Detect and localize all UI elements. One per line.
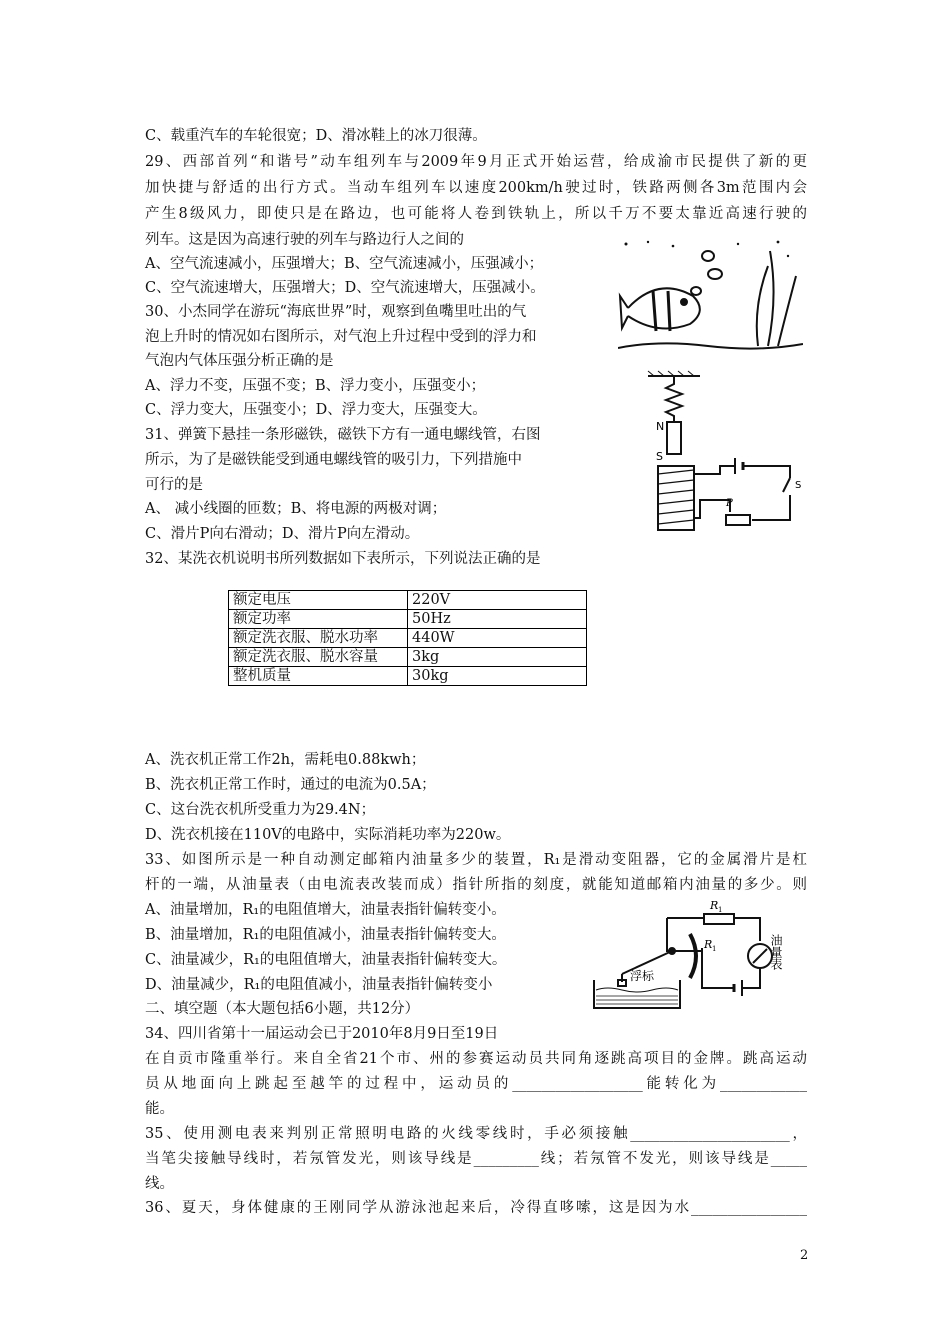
q33-option: C、油量减少，R₁的电阻值增大，油量表指针偏转变大。 bbox=[145, 952, 507, 968]
table-cell: 额定功率 bbox=[229, 610, 408, 629]
q32-option: B、洗衣机正常工作时，通过的电流为0.5A； bbox=[145, 777, 436, 793]
table-cell: 整机质量 bbox=[229, 667, 408, 686]
q34-text: 员从地面向上跳起至越竿的过程中，运动员的__________________能转化为____________ bbox=[145, 1076, 807, 1092]
q29-text: 加快捷与舒适的出行方式。当动车组列车以速度200km/h驶过时，铁路两侧各3m范围内会 bbox=[145, 180, 807, 196]
q35-text: 当笔尖接触导线时，若氖管发光，则该导线是_________线；若氖管不发光，则该导线是_____ bbox=[145, 1151, 807, 1167]
washing-machine-spec-table bbox=[228, 590, 587, 686]
table-row bbox=[229, 610, 587, 629]
fish-bubbles-figure bbox=[618, 236, 803, 356]
table-cell: 额定电压 bbox=[229, 591, 408, 610]
q31-option: A、 减小线圈的匝数；B、将电源的两极对调； bbox=[145, 501, 447, 517]
q31-text: 可行的是 bbox=[145, 477, 203, 493]
table-row bbox=[229, 648, 587, 667]
fuel-meter-label: 油量表 bbox=[769, 934, 783, 970]
table-cell: 额定洗衣服、脱水功率 bbox=[229, 629, 408, 648]
section-heading: 二、填空题（本大题包括6小题，共12分） bbox=[145, 1001, 420, 1017]
fuel-gauge-circuit-figure bbox=[592, 896, 802, 1012]
r1-subscript: 1 bbox=[718, 906, 723, 914]
q31-option: C、滑片P向右滑动；D、滑片P向左滑动。 bbox=[145, 526, 420, 542]
float-label: 浮标 bbox=[630, 969, 655, 983]
q35-text: 35、使用测电表来判别正常照明电路的火线零线时，手必须接触______________________， bbox=[145, 1126, 807, 1142]
q34-text: 在自贡市隆重举行。来自全省21个市、州的参赛运动员共同角逐跳高项目的金牌。跳高运动 bbox=[145, 1051, 807, 1067]
q29-text: 产生8级风力，即使只是在路边，也可能将人卷到铁轨上，所以千万不要太靠近高速行驶的 bbox=[145, 206, 807, 222]
q29-text: 列车。这是因为高速行驶的列车与路边行人之间的 bbox=[145, 232, 464, 248]
table-cell: 220V bbox=[408, 591, 587, 610]
r1-variable-label: R bbox=[704, 938, 713, 951]
q32-option: D、洗衣机接在110V的电路中，实际消耗功率为220w。 bbox=[145, 827, 511, 843]
slider-p-label: P bbox=[726, 498, 733, 509]
table-row bbox=[229, 629, 587, 648]
q30-text: 气泡内气体压强分析正确的是 bbox=[145, 353, 334, 369]
q35-text: 线。 bbox=[145, 1176, 174, 1192]
table-row bbox=[229, 591, 587, 610]
q33-option: D、油量减少，R₁的电阻值减小，油量表指针偏转变小 bbox=[145, 977, 493, 993]
q32-option: C、这台洗衣机所受重力为29.4N； bbox=[145, 802, 376, 818]
q34-text: 能。 bbox=[145, 1101, 174, 1117]
q29-option: A、空气流速减小，压强增大；B、空气流速减小，压强减小； bbox=[145, 256, 544, 272]
q31-text: 31、弹簧下悬挂一条形磁铁，磁铁下方有一通电螺线管，右图 bbox=[145, 427, 541, 443]
text-line: C、载重汽车的车轮很宽；D、滑冰鞋上的冰刀很薄。 bbox=[145, 128, 487, 144]
r1-label: R bbox=[710, 899, 719, 912]
q29-text: 29、西部首列“和谐号”动车组列车与2009年9月正式开始运营，给成渝市民提供了新的更 bbox=[145, 154, 807, 170]
q33-text: 33、如图所示是一种自动测定邮箱内油量多少的装置，R₁是滑动变阻器，它的金属滑片是杠 bbox=[145, 852, 807, 868]
q33-option: B、油量增加，R₁的电阻值减小，油量表指针偏转变大。 bbox=[145, 927, 506, 943]
q32-option: A、洗衣机正常工作2h，需耗电0.88kwh； bbox=[145, 752, 426, 768]
table-cell: 额定洗衣服、脱水容量 bbox=[229, 648, 408, 667]
q31-text: 所示，为了是磁铁能受到通电螺线管的吸引力，下列措施中 bbox=[145, 452, 522, 468]
table-cell: 50Hz bbox=[408, 610, 587, 629]
q33-option: A、油量增加，R₁的电阻值增大，油量表指针偏转变小。 bbox=[145, 902, 506, 918]
q36-text: 36、夏天，身体健康的王刚同学从游泳池起来后，冷得直哆嗦，这是因为水________________ bbox=[145, 1200, 807, 1216]
page-number: 2 bbox=[800, 1248, 809, 1263]
s-pole-label: S bbox=[656, 450, 663, 463]
table-cell: 30kg bbox=[408, 667, 587, 686]
q33-text: 杆的一端，从油量表（由电流表改装而成）指针所指的刻度，就能知道邮箱内油量的多少。则 bbox=[145, 877, 807, 893]
q32-text: 32、某洗衣机说明书所列数据如下表所示，下列说法正确的是 bbox=[145, 551, 541, 567]
n-pole-label: N bbox=[656, 420, 665, 433]
q29-option: C、空气流速增大，压强增大；D、空气流速增大，压强减小。 bbox=[145, 280, 545, 296]
table-row bbox=[229, 667, 587, 686]
switch-label: S bbox=[795, 480, 802, 491]
q34-text: 34、四川省第十一届运动会已于2010年8月9日至19日 bbox=[145, 1026, 499, 1042]
q30-text: 30、小杰同学在游玩“海底世界”时，观察到鱼嘴里吐出的气 bbox=[145, 304, 527, 320]
q30-option: C、浮力变大，压强变小；D、浮力变大，压强变大。 bbox=[145, 402, 487, 418]
spring-magnet-solenoid-figure bbox=[640, 370, 805, 540]
table-cell: 3kg bbox=[408, 648, 587, 667]
table-cell: 440W bbox=[408, 629, 587, 648]
q30-text: 泡上升时的情况如右图所示，对气泡上升过程中受到的浮力和 bbox=[145, 329, 537, 345]
q30-option: A、浮力不变，压强不变；B、浮力变小，压强变小； bbox=[145, 378, 486, 394]
r1-variable-subscript: 1 bbox=[712, 945, 717, 953]
